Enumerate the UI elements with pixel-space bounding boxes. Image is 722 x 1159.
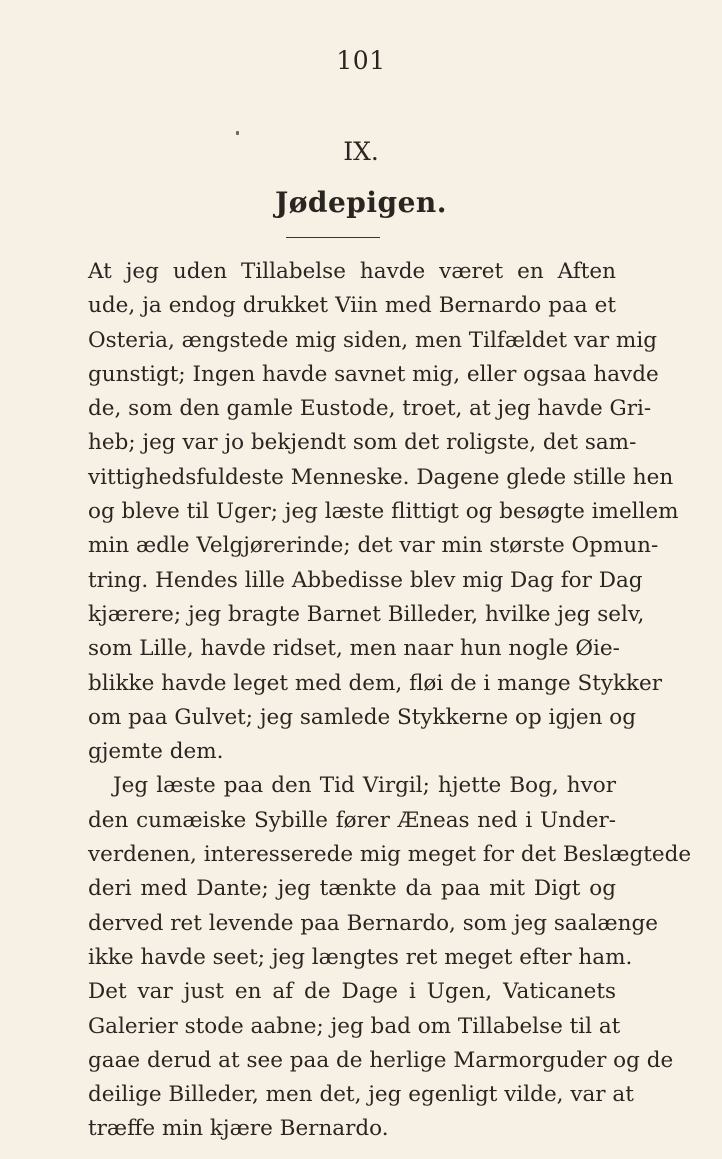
text-line: den cumæiske Sybille fører Æneas ned i Under- <box>88 807 616 833</box>
title-rule <box>286 237 380 238</box>
text-line: gjemte dem. <box>88 739 224 765</box>
text-line: tring. Hendes lille Abbedisse blev mig Dag for Dag <box>88 567 643 593</box>
text-line: vittighedsfuldeste Menneske. Dagene glede stille hen <box>88 464 674 490</box>
text-line: min ædle Velgjørerinde; det var min største Opmun- <box>88 533 659 559</box>
text-line: ikke havde seet; jeg længtes ret meget efter ham. <box>88 944 633 970</box>
text-line: de, som den gamle Eustode, troet, at jeg havde Gri- <box>88 396 652 422</box>
text-line: Det var just en af de Dage i Ugen, Vaticanets <box>88 979 616 1005</box>
text-line: deri med Dante; jeg tænkte da paa mit Digt og <box>88 876 616 902</box>
text-line: gaae derud at see paa de herlige Marmorguder og de <box>88 1047 674 1073</box>
chapter-title: Jødepigen. <box>274 186 448 219</box>
text-line: Galerier stode aabne; jeg bad om Tillabelse til at <box>88 1013 621 1039</box>
text-line: og bleve til Uger; jeg læste flittigt og besøgte imellem <box>88 499 679 525</box>
chapter-heading: IX. <box>343 137 379 166</box>
text-line: blikke havde leget med dem, fløi de i mange Stykker <box>88 670 663 696</box>
page-number: 101 <box>336 46 386 75</box>
text-line: At jeg uden Tillabelse havde været en Aften <box>88 259 616 284</box>
text-line: ude, ja endog drukket Viin med Bernardo paa et <box>88 293 616 319</box>
text-line: gunstigt; Ingen havde savnet mig, eller ogsaa havde <box>88 361 659 387</box>
paper-speck <box>236 131 239 135</box>
text-line: derved ret levende paa Bernardo, som jeg saalænge <box>88 910 658 936</box>
text-line: om paa Gulvet; jeg samlede Stykkerne op igjen og <box>88 704 636 730</box>
body-text <box>88 255 692 1147</box>
text-line: Jeg læste paa den Tid Virgil; hjette Bog, hvor <box>113 773 616 799</box>
text-line: heb; jeg var jo bekjendt som det roligste, det sam- <box>88 430 637 456</box>
text-line: verdenen, interesserede mig meget for det Beslægtede <box>88 842 692 868</box>
text-line: kjærere; jeg bragte Barnet Billeder, hvilke jeg selv, <box>88 601 645 627</box>
text-line: deilige Billeder, men det, jeg egenligt vilde, var at <box>88 1082 634 1108</box>
text-line: som Lille, havde ridset, men naar hun nogle Øie- <box>88 636 620 662</box>
text-line: træffe min kjære Bernardo. <box>88 1116 389 1142</box>
text-line: Osteria, ængstede mig siden, men Tilfældet var mig <box>88 327 657 353</box>
